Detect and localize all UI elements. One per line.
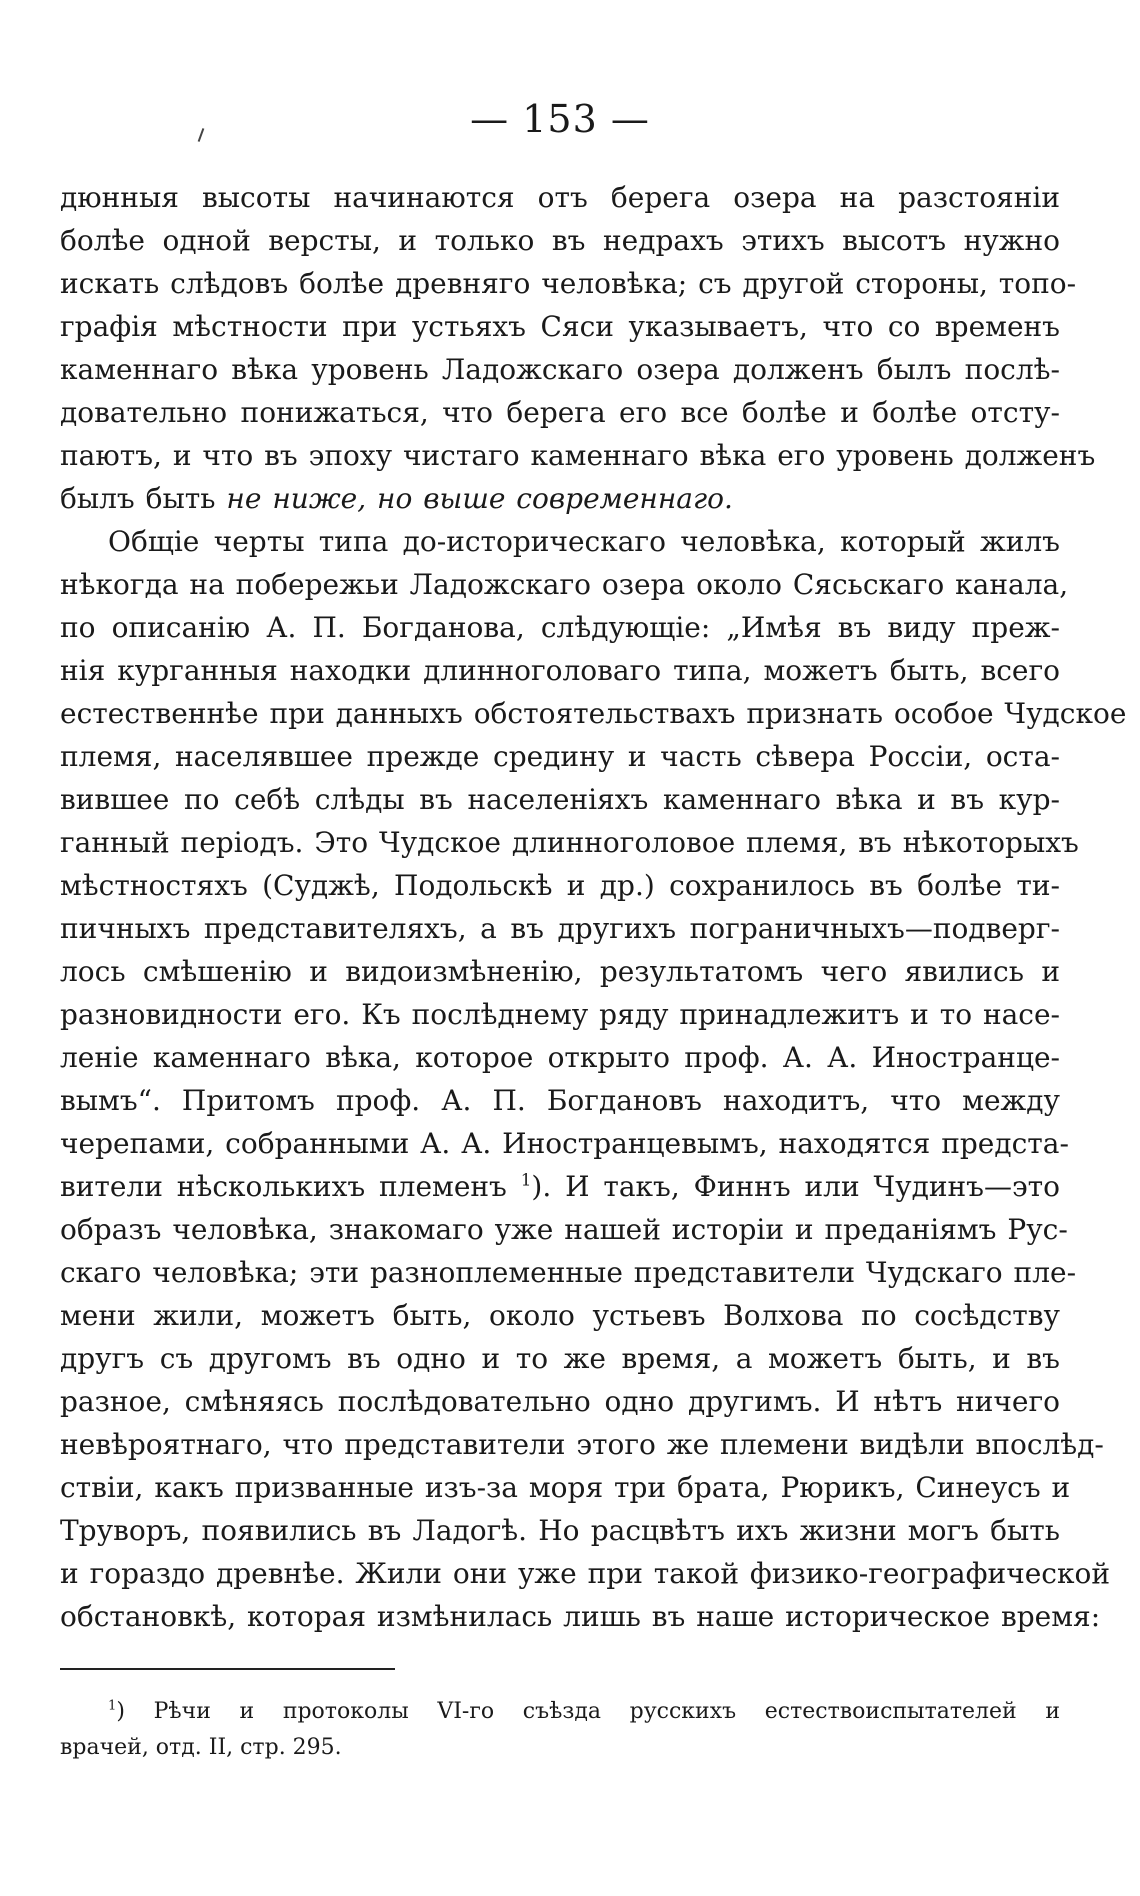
footnote-reference[interactable]: 1 <box>520 1169 532 1190</box>
text-line: разное, смѣняясь послѣдовательно одно другимъ. И нѣтъ ничего <box>60 1385 1060 1418</box>
text-segment: ). И такъ, Финнъ или Чудинъ—это <box>531 1170 1060 1203</box>
text-line: ганный періодъ. Это Чудское длинноголовое племя, въ нѣкоторыхъ <box>60 826 1079 859</box>
footnote-divider <box>60 1668 395 1670</box>
text-line: мени жили, можетъ быть, около устьевъ Волхова по сосѣдству <box>60 1299 1060 1332</box>
text-line: болѣе одной версты, и только въ недрахъ этихъ высотъ нужно <box>60 224 1060 257</box>
footnote <box>60 1694 1060 1766</box>
paragraph-2 <box>60 520 1127 1638</box>
text-line: другъ съ другомъ въ одно и то же время, а можетъ быть, и въ <box>60 1342 1060 1375</box>
text-line: по описанію А. П. Богданова, слѣдующіе: „Имѣя въ виду преж- <box>60 611 1060 644</box>
text-line: искать слѣдовъ болѣе древняго человѣка; съ другой стороны, топо- <box>60 267 1077 300</box>
text-line: вымъ“. Притомъ проф. А. П. Богдановъ находитъ, что между <box>60 1084 1060 1117</box>
footnote-line: врачей, отд. II, стр. 295. <box>60 1735 342 1760</box>
text-line: вившее по себѣ слѣды въ населеніяхъ каменнаго вѣка и въ кур- <box>60 783 1060 816</box>
text-line: и гораздо древнѣе. Жили они уже при такой физико-географической <box>60 1557 1110 1590</box>
text-line-with-footnote-ref <box>60 1165 1060 1208</box>
text-segment: вители нѣсколькихъ племенъ <box>60 1170 521 1203</box>
text-line: ствіи, какъ призванные изъ-за моря три брата, Рюрикъ, Синеусъ и <box>60 1471 1071 1504</box>
text-line: довательно понижаться, что берега его все болѣе и болѣе отсту- <box>60 396 1060 429</box>
text-line: племя, населявшее прежде средину и часть сѣвера Россіи, оста- <box>60 740 1060 773</box>
text-line: естественнѣе при данныхъ обстоятельствахъ признать особое Чудское <box>60 697 1127 730</box>
document-page <box>60 97 1127 1766</box>
paragraph-1 <box>60 176 1096 520</box>
text-line: мѣстностяхъ (Суджѣ, Подольскѣ и др.) сохранилось въ болѣе ти- <box>60 869 1060 902</box>
text-line: графія мѣстности при устьяхъ Сяси указываетъ, что со временъ <box>60 310 1060 343</box>
italic-emphasis: не ниже, но выше современнаго. <box>226 482 733 515</box>
text-line: нія курганныя находки длинноголоваго типа, можетъ быть, всего <box>60 654 1060 687</box>
text-line: дюнныя высоты начинаются отъ берега озера на разстояніи <box>60 181 1060 214</box>
text-line: невѣроятнаго, что представители этого же племени видѣли впослѣд- <box>60 1428 1104 1461</box>
text-line: пичныхъ представителяхъ, а въ другихъ пограничныхъ—подверг- <box>60 912 1060 945</box>
text-line: черепами, собранными А. А. Иностранцевымъ, находятся предста- <box>60 1127 1069 1160</box>
footnote-mark: 1 <box>108 1698 117 1714</box>
text-line: скаго человѣка; эти разноплеменные представители Чудскаго пле- <box>60 1256 1077 1289</box>
text-line: образъ человѣка, знакомаго уже нашей исторіи и преданіямъ Рус- <box>60 1213 1068 1246</box>
text-line-last <box>60 477 1060 520</box>
text-line-indented: Общіе черты типа до-историческаго человѣка, который жилъ <box>108 525 1060 558</box>
body-text <box>60 176 1127 1638</box>
footnote-line <box>60 1694 1060 1730</box>
text-line: каменнаго вѣка уровень Ладожскаго озера долженъ былъ послѣ- <box>60 353 1060 386</box>
footnote-text: ) Рѣчи и протоколы VI-го съѣзда русскихъ естествоиспытателей и <box>116 1699 1060 1724</box>
text-line: Труворъ, появились въ Ладогѣ. Но расцвѣтъ ихъ жизни могъ быть <box>60 1514 1060 1547</box>
text-line: паютъ, и что въ эпоху чистаго каменнаго вѣка его уровень долженъ <box>60 439 1096 472</box>
text-line: леніе каменнаго вѣка, которое открыто проф. А. А. Иностранце- <box>60 1041 1060 1074</box>
page-number: — 153 — <box>470 97 650 141</box>
text-line: обстановкѣ, которая измѣнилась лишь въ наше историческое время: <box>60 1600 1101 1633</box>
text-segment: былъ быть <box>60 482 227 515</box>
text-line: нѣкогда на побережьи Ладожскаго озера около Сясьскаго канала, <box>60 568 1069 601</box>
text-line: лось смѣшенію и видоизмѣненію, результатомъ чего явились и <box>60 955 1060 988</box>
text-line: разновидности его. Къ послѣднему ряду принадлежитъ и то насе- <box>60 998 1061 1031</box>
